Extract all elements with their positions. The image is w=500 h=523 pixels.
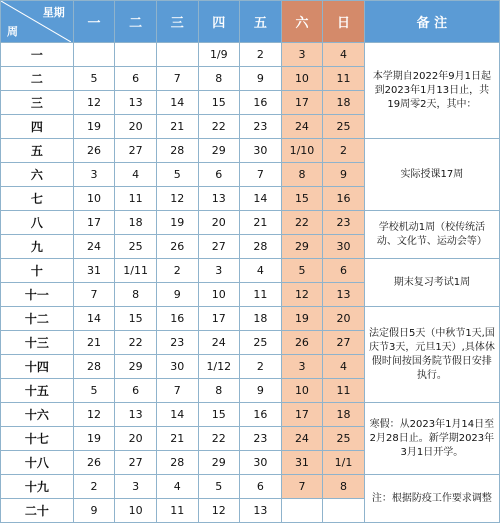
note-cell: 法定假日5天（中秋节1天,国庆节3天，元旦1天）,具体休假时间按国务院节假日安排执行。 [364, 307, 499, 403]
date-cell: 9 [323, 163, 365, 187]
note-cell: 寒假：从2023年1月14日至2月28日止。新学期2023年3月1日开学。 [364, 403, 499, 475]
date-cell: 13 [115, 403, 157, 427]
date-cell: 30 [240, 139, 282, 163]
date-cell: 2 [240, 43, 282, 67]
calendar-body [1, 43, 500, 523]
date-cell: 4 [156, 475, 198, 499]
day-header-sun: 日 [323, 1, 365, 43]
week-number-cell: 十 [1, 259, 74, 283]
date-cell: 25 [240, 331, 282, 355]
date-cell: 13 [323, 283, 365, 307]
date-cell: 18 [240, 307, 282, 331]
date-cell: 7 [73, 283, 115, 307]
date-cell: 2 [240, 355, 282, 379]
week-number-cell: 四 [1, 115, 74, 139]
header-row [1, 1, 500, 43]
date-cell: 25 [323, 115, 365, 139]
date-cell: 1/1 [323, 451, 365, 475]
date-cell: 26 [156, 235, 198, 259]
note-cell: 实际授课17周 [364, 139, 499, 211]
date-cell: 19 [281, 307, 323, 331]
date-cell: 20 [115, 115, 157, 139]
date-cell: 12 [198, 499, 240, 523]
date-cell: 26 [73, 139, 115, 163]
date-cell: 28 [156, 139, 198, 163]
date-cell: 27 [115, 139, 157, 163]
date-cell: 17 [281, 403, 323, 427]
date-cell: 7 [281, 475, 323, 499]
date-cell: 16 [240, 91, 282, 115]
date-cell: 23 [240, 115, 282, 139]
date-cell: 5 [198, 475, 240, 499]
date-cell: 10 [73, 187, 115, 211]
week-number-cell: 十八 [1, 451, 74, 475]
date-cell: 21 [240, 211, 282, 235]
corner-week-label: 周 [7, 25, 18, 38]
day-header-wed: 三 [156, 1, 198, 43]
week-row [1, 211, 500, 235]
date-cell: 5 [156, 163, 198, 187]
date-cell: 28 [156, 451, 198, 475]
date-cell: 6 [240, 475, 282, 499]
date-cell: 19 [156, 211, 198, 235]
date-cell: 29 [198, 139, 240, 163]
date-cell: 29 [281, 235, 323, 259]
date-cell: 10 [115, 499, 157, 523]
date-cell: 30 [323, 235, 365, 259]
date-cell: 8 [198, 379, 240, 403]
date-cell: 4 [323, 355, 365, 379]
date-cell: 28 [240, 235, 282, 259]
date-cell: 19 [73, 427, 115, 451]
week-number-cell: 二十 [1, 499, 74, 523]
date-cell: 18 [115, 211, 157, 235]
date-cell: 10 [281, 379, 323, 403]
date-cell: 12 [73, 403, 115, 427]
date-cell: 8 [115, 283, 157, 307]
notes-header: 备 注 [364, 1, 499, 43]
date-cell: 15 [198, 403, 240, 427]
date-cell: 14 [156, 91, 198, 115]
date-cell: 24 [198, 331, 240, 355]
date-cell: 6 [323, 259, 365, 283]
date-cell: 27 [198, 235, 240, 259]
week-number-cell: 五 [1, 139, 74, 163]
date-cell: 25 [323, 427, 365, 451]
week-row [1, 139, 500, 163]
date-cell: 31 [281, 451, 323, 475]
date-cell: 7 [240, 163, 282, 187]
date-cell: 16 [240, 403, 282, 427]
date-cell: 11 [323, 67, 365, 91]
date-cell: 22 [281, 211, 323, 235]
week-row [1, 307, 500, 331]
date-cell: 26 [281, 331, 323, 355]
date-cell: 27 [323, 331, 365, 355]
week-row [1, 475, 500, 499]
date-cell: 21 [156, 427, 198, 451]
date-cell: 9 [240, 379, 282, 403]
date-cell: 10 [281, 67, 323, 91]
date-cell: 8 [323, 475, 365, 499]
date-cell [73, 43, 115, 67]
week-number-cell: 十六 [1, 403, 74, 427]
note-cell: 注：根据防疫工作要求调整 [364, 475, 499, 523]
date-cell: 7 [156, 379, 198, 403]
date-cell: 11 [240, 283, 282, 307]
date-cell: 9 [240, 67, 282, 91]
date-cell: 5 [73, 67, 115, 91]
date-cell: 14 [156, 403, 198, 427]
date-cell: 3 [73, 163, 115, 187]
date-cell: 2 [73, 475, 115, 499]
corner-header-cell [1, 1, 74, 43]
date-cell: 3 [198, 259, 240, 283]
day-header-fri: 五 [240, 1, 282, 43]
date-cell: 16 [323, 187, 365, 211]
date-cell: 19 [73, 115, 115, 139]
date-cell: 4 [240, 259, 282, 283]
week-number-cell: 八 [1, 211, 74, 235]
date-cell: 8 [281, 163, 323, 187]
date-cell: 31 [73, 259, 115, 283]
date-cell: 18 [323, 91, 365, 115]
date-cell: 7 [156, 67, 198, 91]
date-cell: 22 [198, 115, 240, 139]
week-number-cell: 十一 [1, 283, 74, 307]
corner-weekday-label: 星期 [42, 6, 65, 19]
date-cell [281, 499, 323, 523]
day-header-mon: 一 [73, 1, 115, 43]
date-cell: 11 [156, 499, 198, 523]
date-cell: 29 [198, 451, 240, 475]
day-header-thu: 四 [198, 1, 240, 43]
date-cell: 30 [240, 451, 282, 475]
date-cell: 4 [323, 43, 365, 67]
date-cell: 13 [115, 91, 157, 115]
date-cell: 6 [115, 379, 157, 403]
date-cell: 4 [115, 163, 157, 187]
date-cell: 2 [156, 259, 198, 283]
date-cell: 30 [156, 355, 198, 379]
date-cell: 17 [198, 307, 240, 331]
date-cell: 11 [323, 379, 365, 403]
date-cell: 18 [323, 403, 365, 427]
date-cell: 29 [115, 355, 157, 379]
week-row [1, 259, 500, 283]
date-cell: 11 [115, 187, 157, 211]
date-cell: 25 [115, 235, 157, 259]
date-cell: 23 [156, 331, 198, 355]
date-cell: 24 [281, 115, 323, 139]
date-cell: 20 [323, 307, 365, 331]
date-cell: 5 [281, 259, 323, 283]
note-cell: 本学期自2022年9月1日起到2023年1月13日止，共19周零2天，其中： [364, 43, 499, 139]
date-cell: 9 [156, 283, 198, 307]
date-cell: 15 [198, 91, 240, 115]
date-cell [115, 43, 157, 67]
date-cell: 15 [115, 307, 157, 331]
date-cell: 22 [198, 427, 240, 451]
week-number-cell: 九 [1, 235, 74, 259]
week-number-cell: 十五 [1, 379, 74, 403]
date-cell: 1/12 [198, 355, 240, 379]
week-number-cell: 七 [1, 187, 74, 211]
note-cell: 学校机动1周（校传统活动、文化节、运动会等） [364, 211, 499, 259]
date-cell: 28 [73, 355, 115, 379]
date-cell: 3 [115, 475, 157, 499]
date-cell: 23 [323, 211, 365, 235]
day-header-tue: 二 [115, 1, 157, 43]
date-cell: 13 [240, 499, 282, 523]
week-number-cell: 二 [1, 67, 74, 91]
date-cell [156, 43, 198, 67]
date-cell: 10 [198, 283, 240, 307]
date-cell: 14 [240, 187, 282, 211]
date-cell: 23 [240, 427, 282, 451]
date-cell: 24 [73, 235, 115, 259]
week-row [1, 43, 500, 67]
date-cell: 12 [73, 91, 115, 115]
note-cell: 期末复习考试1周 [364, 259, 499, 307]
date-cell: 21 [73, 331, 115, 355]
date-cell: 20 [198, 211, 240, 235]
date-cell: 2 [323, 139, 365, 163]
date-cell: 14 [73, 307, 115, 331]
date-cell: 16 [156, 307, 198, 331]
date-cell: 21 [156, 115, 198, 139]
date-cell: 17 [73, 211, 115, 235]
date-cell: 24 [281, 427, 323, 451]
week-number-cell: 十九 [1, 475, 74, 499]
week-number-cell: 十三 [1, 331, 74, 355]
date-cell: 1/11 [115, 259, 157, 283]
date-cell: 22 [115, 331, 157, 355]
week-number-cell: 六 [1, 163, 74, 187]
date-cell: 27 [115, 451, 157, 475]
date-cell: 5 [73, 379, 115, 403]
date-cell: 26 [73, 451, 115, 475]
date-cell: 12 [281, 283, 323, 307]
date-cell: 1/9 [198, 43, 240, 67]
date-cell: 3 [281, 43, 323, 67]
date-cell: 3 [281, 355, 323, 379]
week-number-cell: 十七 [1, 427, 74, 451]
date-cell [323, 499, 365, 523]
date-cell: 1/10 [281, 139, 323, 163]
date-cell: 20 [115, 427, 157, 451]
week-row [1, 403, 500, 427]
date-cell: 9 [73, 499, 115, 523]
week-number-cell: 一 [1, 43, 74, 67]
week-number-cell: 三 [1, 91, 74, 115]
date-cell: 6 [198, 163, 240, 187]
date-cell: 15 [281, 187, 323, 211]
date-cell: 8 [198, 67, 240, 91]
day-header-sat: 六 [281, 1, 323, 43]
date-cell: 6 [115, 67, 157, 91]
date-cell: 13 [198, 187, 240, 211]
week-number-cell: 十二 [1, 307, 74, 331]
date-cell: 12 [156, 187, 198, 211]
date-cell: 17 [281, 91, 323, 115]
week-number-cell: 十四 [1, 355, 74, 379]
